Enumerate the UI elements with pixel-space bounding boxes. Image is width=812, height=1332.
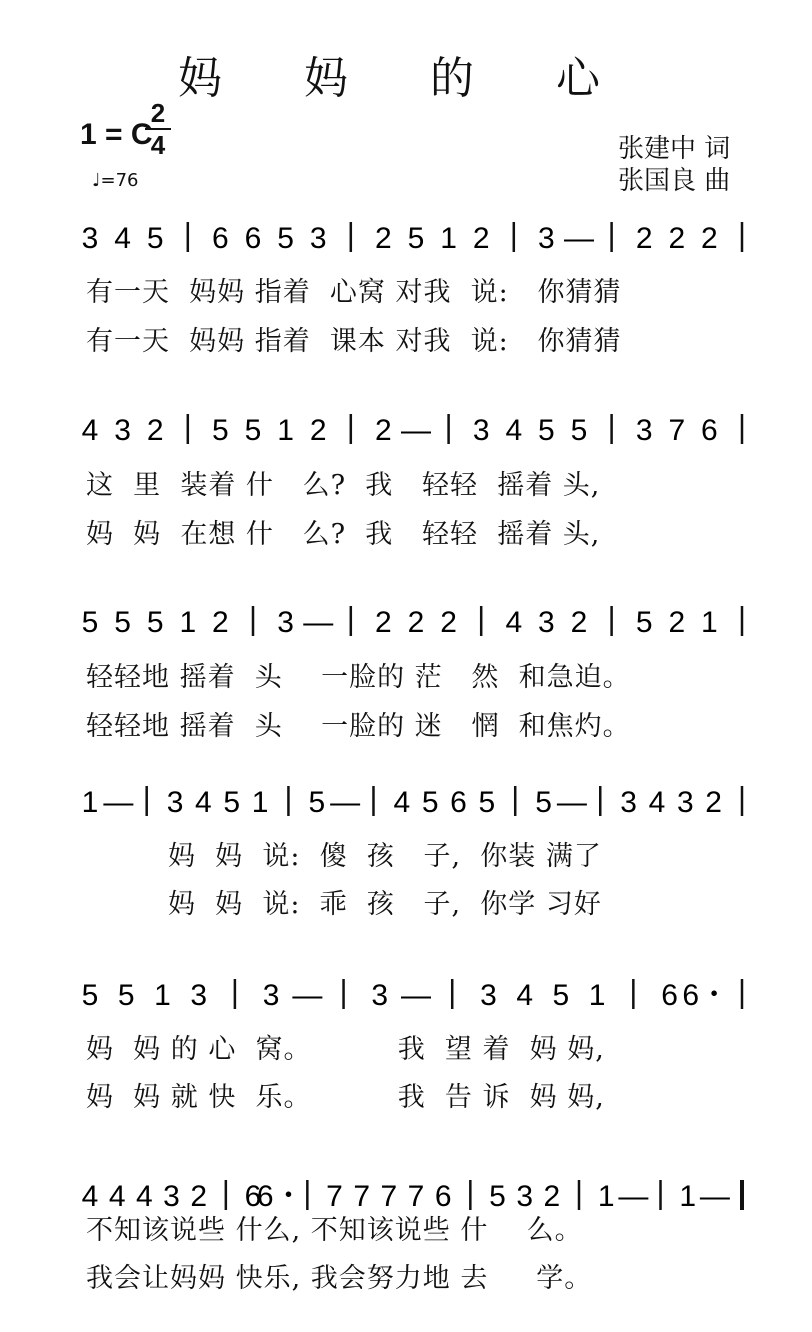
note-digit: 4 xyxy=(393,786,411,819)
note-digit: 2 xyxy=(668,222,686,255)
note-digit: 1 xyxy=(154,979,171,1012)
note-digit: 5 xyxy=(570,414,588,447)
dash-extension: — xyxy=(330,786,361,819)
note-digit: 2 xyxy=(375,222,392,255)
note-digit: 2 xyxy=(543,1180,561,1213)
note-digit: 1 xyxy=(277,414,294,447)
note-digit: 6 xyxy=(701,414,718,447)
note-digit: 1 xyxy=(588,979,606,1012)
dash-extension: — xyxy=(564,222,594,255)
note-digit: 2 xyxy=(375,606,392,639)
note-digit: 1 xyxy=(701,606,718,639)
note-digit: 7 xyxy=(353,1180,371,1213)
note-digit: 4 xyxy=(108,1180,126,1213)
note-digit: 4 xyxy=(114,222,131,255)
note-digit: 6 xyxy=(244,1180,262,1213)
note-digit: 2 xyxy=(440,606,457,639)
note-digit: 5 xyxy=(114,606,131,639)
dash-extension: — xyxy=(292,979,323,1012)
note-digit: 6 xyxy=(212,222,229,255)
note-digit: 3 xyxy=(166,786,184,819)
note-digit: 4 xyxy=(81,1180,99,1213)
note-digit: 3 xyxy=(635,414,653,447)
note-digit: 1 xyxy=(597,1180,615,1213)
note-digit: 4 xyxy=(516,979,534,1012)
tempo-marking: ♩=76 xyxy=(92,170,139,191)
note-digit: 1 xyxy=(251,786,269,819)
lyrics-line: 妈 妈 说: 傻 孩 子, 你装 满了 xyxy=(168,841,602,872)
note-digit: 1 xyxy=(679,1180,697,1213)
note-digit: 2 xyxy=(407,606,425,639)
note-digit: 5 xyxy=(277,222,294,255)
note-digit: 6 xyxy=(244,222,262,255)
note-digit: 3 xyxy=(277,606,294,639)
note-digit: 7 xyxy=(380,1180,398,1213)
note-digit: 4 xyxy=(505,414,523,447)
dash-extension: — xyxy=(103,786,134,819)
note-digit: 5 xyxy=(146,222,164,255)
note-digit: 5 xyxy=(535,786,552,819)
dash-extension: — xyxy=(401,979,431,1012)
note-digit: 2 xyxy=(472,222,490,255)
note-digit: 7 xyxy=(668,414,686,447)
lyrics-line: 轻轻地 摇着 头 一脸的 迷 惘 和焦灼。 xyxy=(86,711,631,742)
note-digit: 6・ xyxy=(682,979,730,1012)
note-digit: 6 xyxy=(450,786,467,819)
note-digit: 4 xyxy=(195,786,212,819)
note-digit: 2 xyxy=(701,222,718,255)
note-digit: 5 xyxy=(552,979,570,1012)
note-digit: 3 xyxy=(81,222,99,255)
note-digit: 4 xyxy=(135,1180,153,1213)
note-digit: 2 xyxy=(375,414,392,447)
dash-extension: — xyxy=(401,414,431,447)
dash-extension: — xyxy=(556,786,587,819)
note-digit: 3 xyxy=(371,979,389,1012)
note-digit: 7 xyxy=(326,1180,343,1213)
song-title: 妈 妈 的 心 xyxy=(178,53,634,104)
note-digit: 2 xyxy=(705,786,722,819)
note-digit: 5 xyxy=(81,606,99,639)
note-digit: 5 xyxy=(81,979,99,1012)
note-digit: 3 xyxy=(309,222,327,255)
lyrics-line: 妈 妈 说: 乖 孩 子, 你学 习好 xyxy=(168,889,602,920)
note-digit: 5 xyxy=(421,786,439,819)
note-digit: 5 xyxy=(407,222,425,255)
note-digit: 3 xyxy=(676,786,694,819)
note-digit: 5 xyxy=(635,606,653,639)
note-digit: 5 xyxy=(489,1180,506,1213)
note-digit: 2 xyxy=(635,222,653,255)
dash-extension: — xyxy=(699,1180,730,1213)
note-digit: 5 xyxy=(212,414,229,447)
note-digit: 5 xyxy=(117,979,135,1012)
lyrics-line: 有一天 妈妈 指着 课本 对我 说: 你猜猜 xyxy=(86,326,622,357)
note-digit: 4 xyxy=(505,606,523,639)
note-digit: 2 xyxy=(309,414,327,447)
note-digit: 3 xyxy=(538,222,555,255)
lyrics-line: 这 里 装着 什 么? 我 轻轻 摇着 头, xyxy=(86,470,601,501)
lyrics-line: 妈 妈 的 心 窝。 我 望 着 妈 妈, xyxy=(86,1034,605,1065)
composer-credit: 张国良 曲 xyxy=(618,166,731,196)
note-digit: 3 xyxy=(480,979,497,1012)
note-digit: 4 xyxy=(81,414,99,447)
lyrics-line: 不知该说些 什么, 不知该说些 什 么。 xyxy=(86,1215,583,1246)
note-digit: 3 xyxy=(472,414,490,447)
note-digit: 6 xyxy=(434,1180,452,1213)
lyrics-line: 有一天 妈妈 指着 心窝 对我 说: 你猜猜 xyxy=(86,277,622,308)
note-digit: 2 xyxy=(146,414,164,447)
note-digit: 3 xyxy=(262,979,280,1012)
note-digit: 5 xyxy=(244,414,262,447)
lyrics-line: 妈 妈 就 快 乐。 我 告 诉 妈 妈, xyxy=(86,1082,605,1113)
note-digit: 2 xyxy=(212,606,229,639)
note-digit: 1 xyxy=(440,222,457,255)
note-digit: 7 xyxy=(407,1180,425,1213)
time-signature-top: 2 xyxy=(150,98,166,128)
note-digit: 6・ xyxy=(256,1180,304,1213)
note-digit: 2 xyxy=(570,606,588,639)
note-digit: 4 xyxy=(648,786,666,819)
note-digit: 3 xyxy=(114,414,131,447)
time-signature-bottom: 4 xyxy=(150,130,166,160)
note-digit: 5 xyxy=(478,786,496,819)
note-digit: 3 xyxy=(163,1180,180,1213)
note-digit: 5 xyxy=(538,414,555,447)
note-digit: 5 xyxy=(223,786,241,819)
note-digit: 5 xyxy=(308,786,326,819)
note-digit: 1 xyxy=(179,606,197,639)
dash-extension: — xyxy=(618,1180,649,1213)
note-digit: 6 xyxy=(661,979,678,1012)
key-signature: 1 = C xyxy=(80,118,153,151)
dash-extension: — xyxy=(303,606,334,639)
note-digit: 3 xyxy=(538,606,555,639)
lyrics-line: 轻轻地 摇着 头 一脸的 茫 然 和急迫。 xyxy=(86,662,631,693)
note-digit: 2 xyxy=(190,1180,208,1213)
note-digit: 3 xyxy=(516,1180,534,1213)
note-digit: 2 xyxy=(668,606,686,639)
note-digit: 3 xyxy=(620,786,637,819)
note-digit: 3 xyxy=(190,979,208,1012)
note-digit: 1 xyxy=(81,786,99,819)
lyricist-credit: 张建中 词 xyxy=(618,134,731,164)
lyrics-line: 妈 妈 在想 什 么? 我 轻轻 摇着 头, xyxy=(86,519,601,550)
lyrics-line: 我会让妈妈 快乐, 我会努力地 去 学。 xyxy=(86,1263,593,1294)
note-digit: 5 xyxy=(146,606,164,639)
